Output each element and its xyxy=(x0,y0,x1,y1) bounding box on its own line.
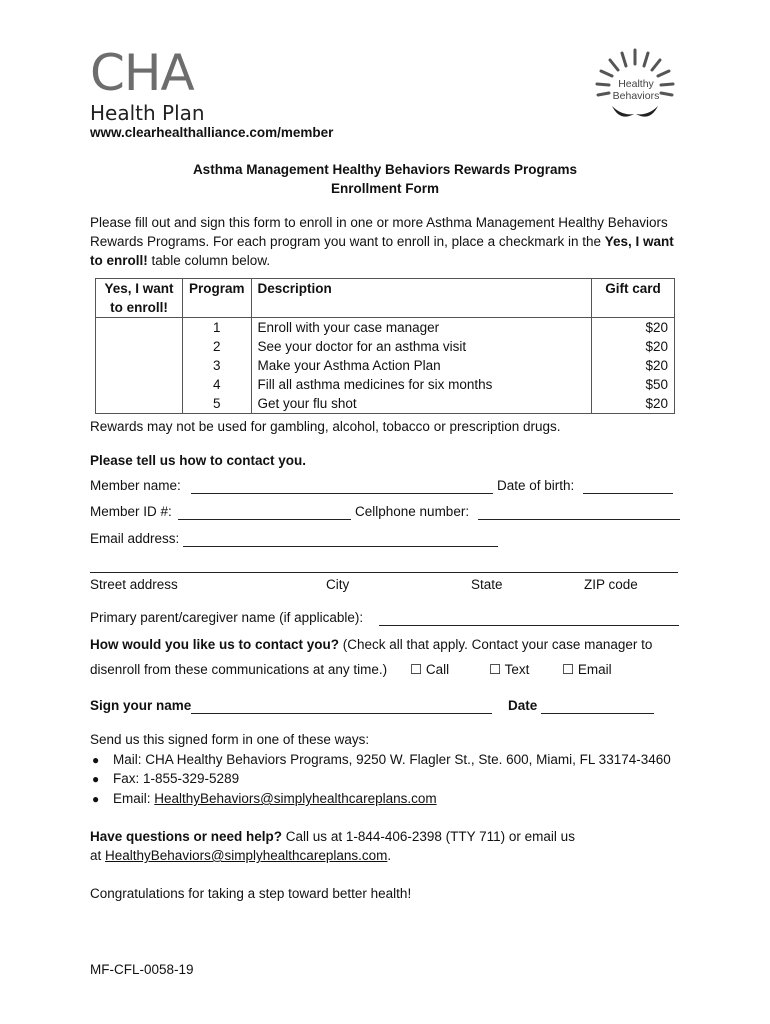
program-description: Fill all asthma medicines for six months xyxy=(251,375,591,394)
street-address-label: Street address xyxy=(90,577,178,592)
gift-amount: $20 xyxy=(592,337,675,356)
bullet-icon: ● xyxy=(92,792,100,806)
help-text xyxy=(90,829,575,844)
send-email-link[interactable]: HealthyBehaviors@simplyhealthcareplans.com xyxy=(154,791,437,806)
send-mail: Mail: CHA Healthy Behaviors Programs, 9250 W. Flagler St., Ste. 600, Miami, FL 33174-3460 xyxy=(113,752,671,767)
option-email[interactable] xyxy=(562,662,612,678)
header-enroll: Yes, I want to enroll! xyxy=(96,279,183,318)
help-period: . xyxy=(387,848,392,863)
signature-field[interactable] xyxy=(191,713,492,714)
member-id-label: Member ID #: xyxy=(90,504,172,519)
send-email-label: Email: xyxy=(113,791,155,806)
contact-heading: Please tell us how to contact you. xyxy=(90,453,307,468)
option-call[interactable] xyxy=(410,662,449,678)
program-number: 2 xyxy=(183,337,252,356)
member-name-field[interactable] xyxy=(191,493,493,494)
table-row xyxy=(96,394,675,414)
header-description: Description xyxy=(251,279,591,318)
program-description: See your doctor for an asthma visit xyxy=(251,337,591,356)
bullet-icon: ● xyxy=(92,772,100,786)
email-label: Email address: xyxy=(90,531,180,546)
enroll-checkbox-cell[interactable] xyxy=(96,318,183,338)
gift-amount: $20 xyxy=(592,356,675,375)
disenroll-text: disenroll from these communications at any time.) xyxy=(90,662,388,677)
contact-question-text: (Check all that apply. Contact your case manager to xyxy=(339,637,653,652)
table-row xyxy=(96,337,675,356)
program-number: 5 xyxy=(183,394,252,414)
email-field[interactable] xyxy=(183,546,498,547)
dob-label: Date of birth: xyxy=(497,478,575,493)
cha-logo: CHA xyxy=(90,44,194,102)
intro-paragraph xyxy=(90,213,680,270)
badge-text-behaviors: Behaviors xyxy=(612,90,660,102)
bullet-icon: ● xyxy=(92,753,100,767)
option-text[interactable] xyxy=(489,662,529,678)
help-email-link[interactable]: HealthyBehaviors@simplyhealthcareplans.com xyxy=(105,848,388,863)
header-program: Program xyxy=(183,279,252,318)
table-row xyxy=(96,375,675,394)
checkbox-icon[interactable]: ☐ xyxy=(489,662,502,677)
sign-date-field[interactable] xyxy=(541,713,654,714)
help-bold: Have questions or need help? xyxy=(90,829,283,844)
program-description: Get your flu shot xyxy=(251,394,591,414)
send-email xyxy=(113,791,437,806)
send-fax: Fax: 1-855-329-5289 xyxy=(113,771,240,786)
cellphone-label: Cellphone number: xyxy=(355,504,470,519)
option-email-label: Email xyxy=(577,662,612,677)
header-gift-card: Gift card xyxy=(592,279,675,318)
table-row xyxy=(96,318,675,338)
sign-date-label: Date xyxy=(508,698,538,713)
intro-text-end: table column below. xyxy=(147,253,271,268)
intro-text: Please fill out and sign this form to enroll in one or more Asthma Management Healthy Behaviors Rewards Programs. For each program you want to enroll in, place a checkmark in the xyxy=(90,215,668,249)
help-email-line xyxy=(90,848,391,863)
program-number: 3 xyxy=(183,356,252,375)
checkbox-icon[interactable]: ☐ xyxy=(562,662,575,677)
program-description: Enroll with your case manager xyxy=(251,318,591,338)
rewards-note: Rewards may not be used for gambling, alcohol, tobacco or prescription drugs. xyxy=(90,419,561,434)
zip-label: ZIP code xyxy=(584,577,638,592)
checkbox-icon[interactable]: ☐ xyxy=(410,662,423,677)
enroll-checkbox-cell[interactable] xyxy=(96,356,183,375)
enroll-checkbox-cell[interactable] xyxy=(96,337,183,356)
send-intro: Send us this signed form in one of these ways: xyxy=(90,732,370,747)
enroll-checkbox-cell[interactable] xyxy=(96,394,183,414)
intro-bold: Yes, I want to enroll! xyxy=(90,234,674,268)
dob-field[interactable] xyxy=(583,493,673,494)
address-field[interactable] xyxy=(90,572,678,573)
program-number: 1 xyxy=(183,318,252,338)
enroll-checkbox-cell[interactable] xyxy=(96,375,183,394)
member-name-label: Member name: xyxy=(90,478,181,493)
program-number: 4 xyxy=(183,375,252,394)
badge-text-healthy: Healthy xyxy=(618,78,654,90)
member-id-field[interactable] xyxy=(178,519,351,520)
city-label: City xyxy=(326,577,350,592)
help-call: Call us at 1-844-406-2398 (TTY 711) or email us xyxy=(282,829,575,844)
program-description: Make your Asthma Action Plan xyxy=(251,356,591,375)
contact-question-bold: How would you like us to contact you? xyxy=(90,637,340,652)
sign-label: Sign your name xyxy=(90,698,192,713)
form-title: Asthma Management Healthy Behaviors Rewards Programs xyxy=(192,162,578,177)
parent-field[interactable] xyxy=(379,625,679,626)
gift-amount: $20 xyxy=(592,394,675,414)
gift-amount: $20 xyxy=(592,318,675,338)
parent-label: Primary parent/caregiver name (if applicable): xyxy=(90,610,364,625)
program-table xyxy=(95,278,675,414)
form-subtitle: Enrollment Form xyxy=(330,181,439,196)
gift-amount: $50 xyxy=(592,375,675,394)
health-plan-logo-text: Health Plan xyxy=(90,101,205,125)
contact-preference-question xyxy=(90,637,652,652)
option-call-label: Call xyxy=(425,662,450,677)
cellphone-field[interactable] xyxy=(478,519,680,520)
healthy-behaviors-badge xyxy=(592,44,678,126)
form-code: MF-CFL-0058-19 xyxy=(90,962,194,977)
help-at: at xyxy=(90,848,106,863)
option-text-label: Text xyxy=(504,662,530,677)
state-label: State xyxy=(471,577,503,592)
table-row xyxy=(96,356,675,375)
congratulations-text: Congratulations for taking a step toward better health! xyxy=(90,886,412,901)
table-header-row xyxy=(96,279,675,318)
member-url[interactable]: www.clearhealthalliance.com/member xyxy=(90,125,334,140)
